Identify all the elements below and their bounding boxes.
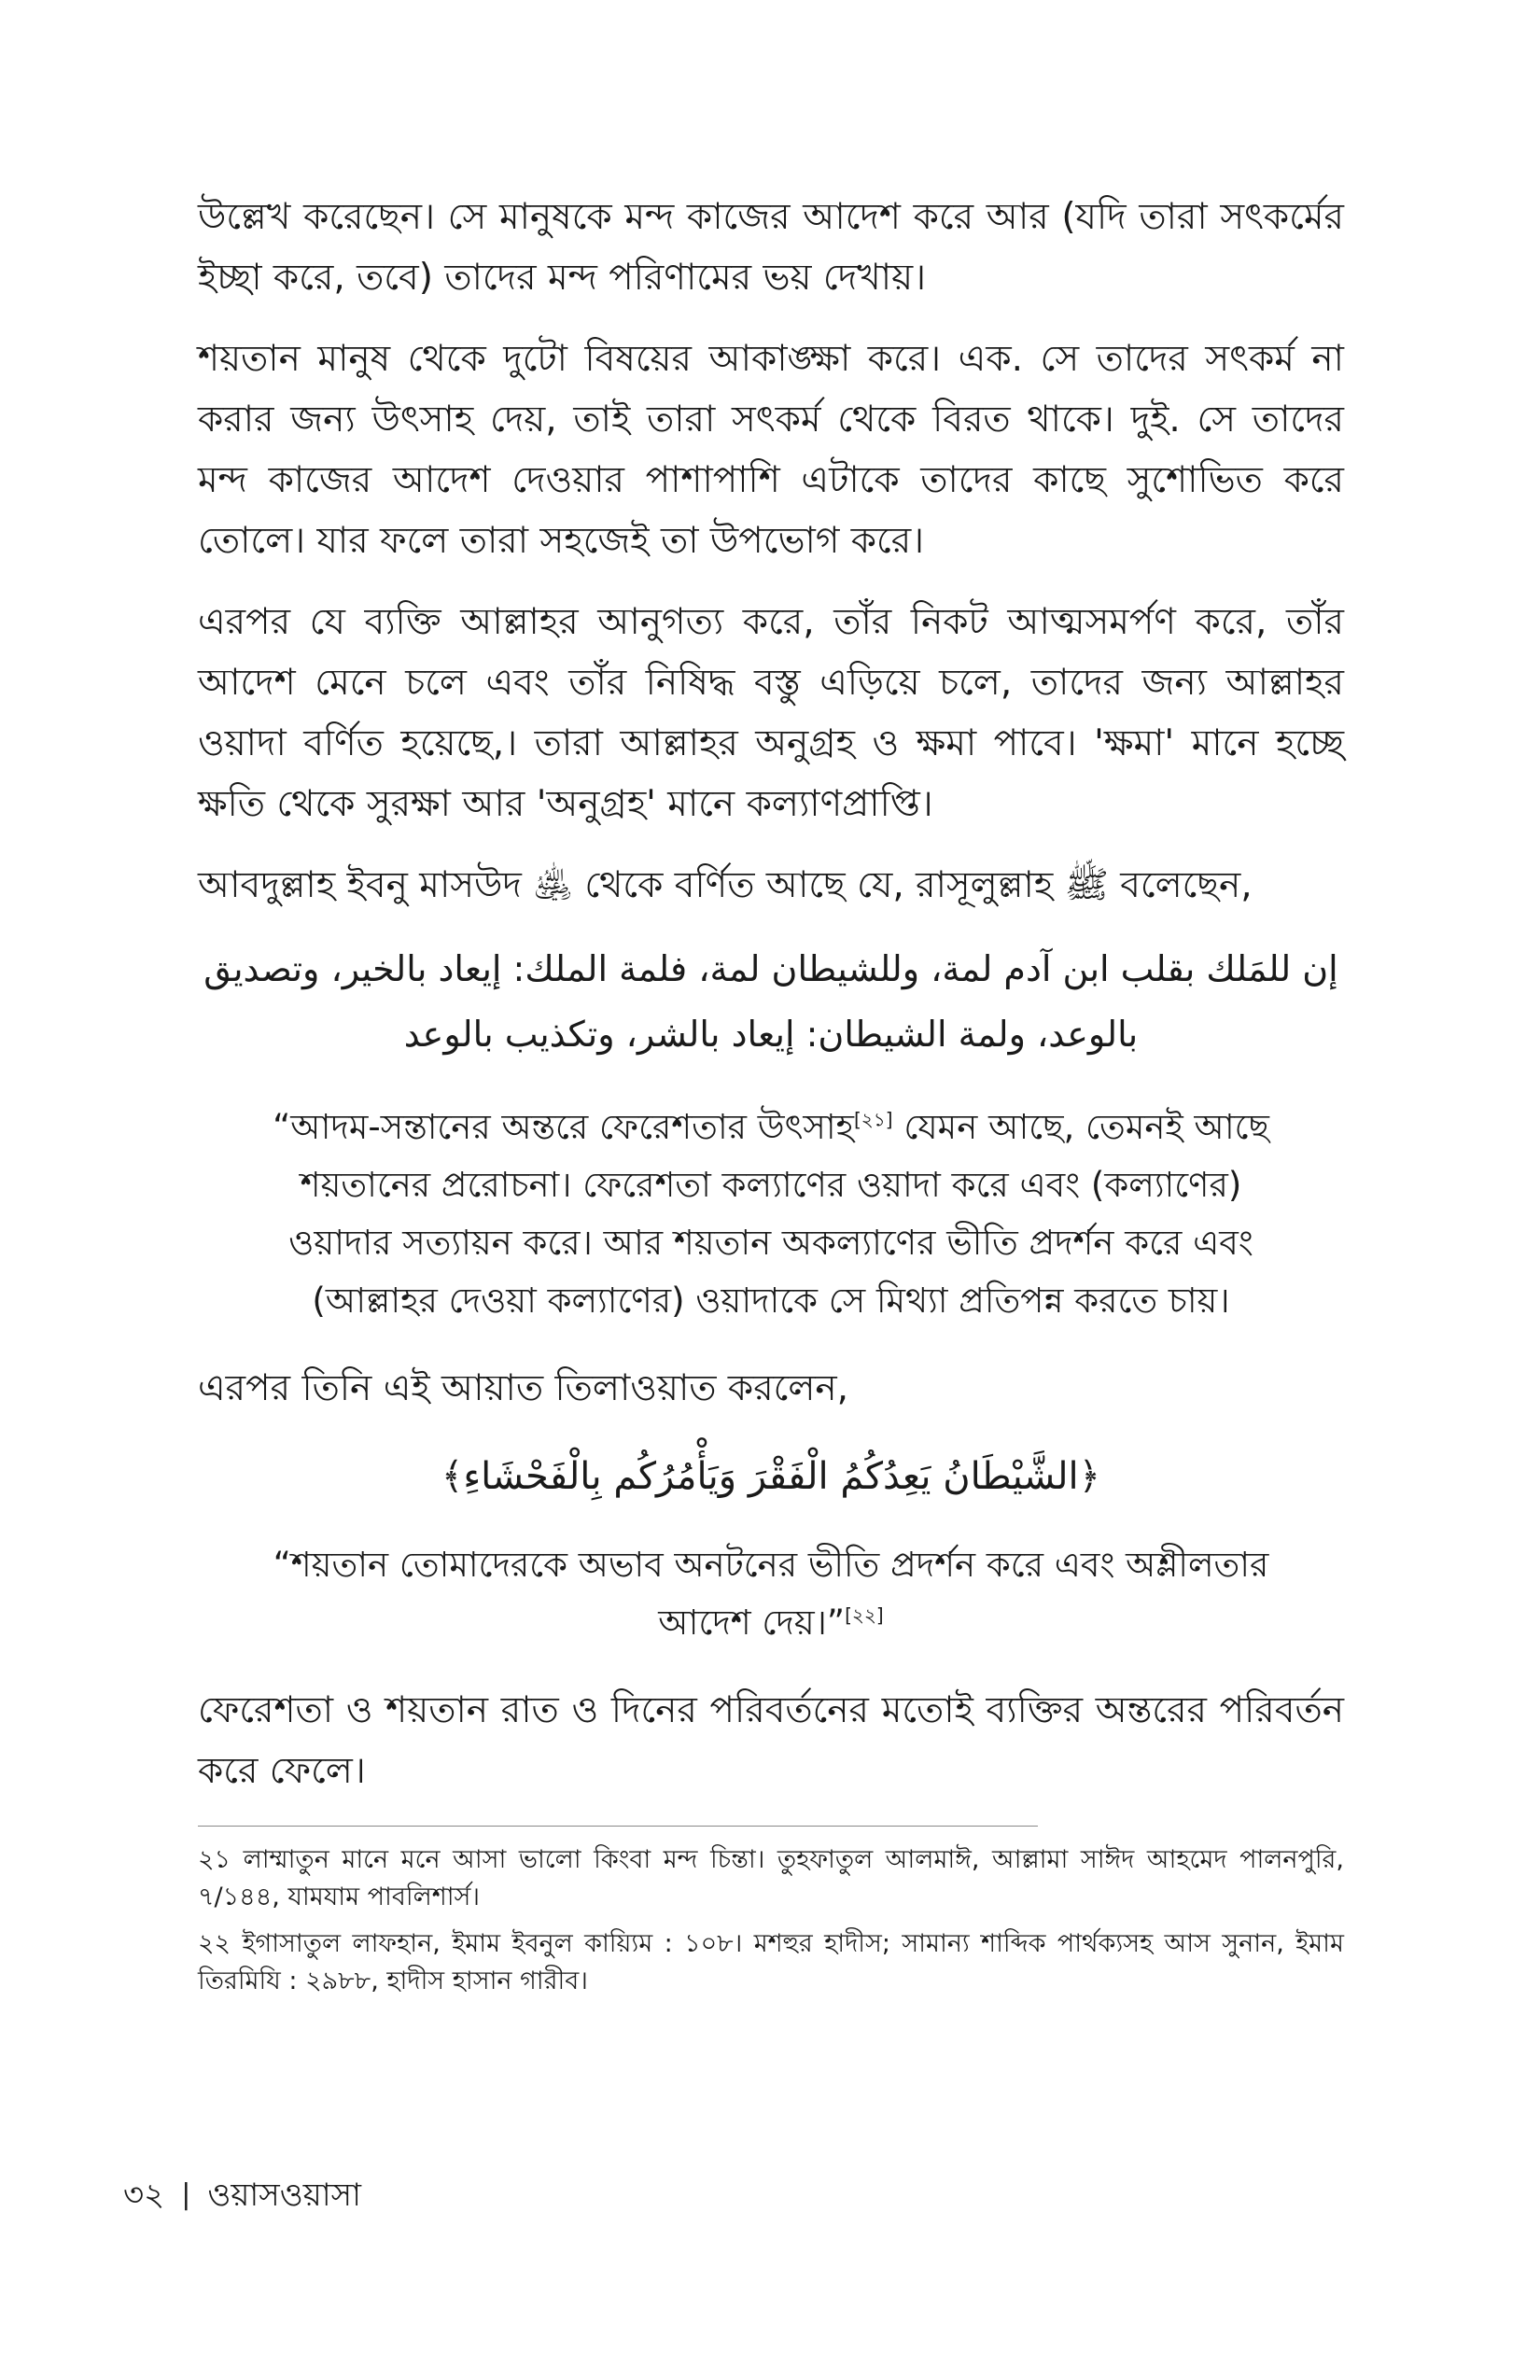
- quote-1-after: যেমন আছে, তেমনই আছে শয়তানের প্ররোচনা। ফেরেশতা কল্যাণের ওয়াদা করে এবং (কল্যাণের) ওয়াদার সত্যায়ন করে। আর শয়তান অকল্যাণের ভীতি প্রদর্শন করে এবং (আল্লাহর দেওয়া কল্যাণের) ওয়াদাকে সে মিথ্যা প্রতিপন্ন করতে চায়।: [288, 1107, 1269, 1321]
- paragraph-3: এরপর যে ব্যক্তি আল্লাহর আনুগত্য করে, তাঁর নিকট আত্মসমর্পণ করে, তাঁর আদেশ মেনে চলে এবং তাঁর নিষিদ্ধ বস্তু এড়িয়ে চলে, তাদের জন্য আল্লাহর ওয়াদা বর্ণিত হয়েছে,। তারা আল্লাহর অনুগ্রহ ও ক্ষমা পাবে। 'ক্ষমা' মানে হচ্ছে ক্ষতি থেকে সুরক্ষা আর 'অনুগ্রহ' মানে কল্যাণপ্রাপ্তি।: [198, 601, 1344, 825]
- ayah-translation-quote: [249, 1536, 1293, 1652]
- quote-1-before: “আদম-সন্তানের অন্তরে ফেরেশতার উৎসাহ: [273, 1107, 854, 1147]
- footnote-ref-22[interactable]: [২২]: [845, 1603, 884, 1627]
- page-footer: [123, 2175, 361, 2216]
- paragraph-6: ফেরেশতা ও শয়তান রাত ও দিনের পরিবর্তনের মতোই ব্যক্তির অন্তরের পরিবর্তন করে ফেলে।: [198, 1689, 1344, 1792]
- footnote-21: ২১ লাম্মাতুন মানে মনে আসা ভালো কিংবা মন্দ চিন্তা। তুহফাতুল আলমাঈ, আল্লামা সাঈদ আহমেদ পালনপুরি, ৭/১৪৪, যামযাম পাবলিশার্স।: [198, 1845, 1344, 1911]
- quran-ayah-arabic: ﴿الشَّيْطَانُ يَعِدُكُمُ الْفَقْرَ وَيَأْمُرُكُم بِالْفَحْشَاءِ﴾: [441, 1455, 1101, 1498]
- paragraph-2: শয়তান মানুষ থেকে দুটো বিষয়ের আকাঙ্ক্ষা করে। এক. সে তাদের সৎকর্ম না করার জন্য উৎসাহ দেয়, তাই তারা সৎকর্ম থেকে বিরত থাকে। দুই. সে তাদের মন্দ কাজের আদেশ দেওয়ার পাশাপাশি এটাকে তাদের কাছে সুশোভিত করে তোলে। যার ফলে তারা সহজেই তা উপভোগ করে।: [198, 338, 1344, 562]
- hadith-arabic-text: إن للمَلك بقلب ابن آدم لمة، وللشيطان لمة، فلمة الملك: إيعاد بالخير، وتصديق بالوعد، ولمة الشيطان: إيعاد بالشر، وتكذيب بالوعد: [203, 948, 1338, 1055]
- paragraph-4: আবদুল্লাহ ইবনু মাসউদ ﵁ থেকে বর্ণিত আছে যে, রাসূলুল্লাহ ﷺ বলেছেন,: [198, 864, 1253, 906]
- page-number: ৩২: [123, 2177, 165, 2214]
- hadith-translation-quote: [249, 1099, 1293, 1330]
- book-title: ওয়াসওয়াসা: [207, 2177, 361, 2214]
- paragraph-5: এরপর তিনি এই আয়াত তিলাওয়াত করলেন,: [198, 1367, 849, 1409]
- page-body: [198, 187, 1344, 2009]
- paragraph-1: উল্লেখ করেছেন। সে মানুষকে মন্দ কাজের আদেশ করে আর (যদি তারা সৎকর্মের ইচ্ছা করে, তবে) তাদের মন্দ পরিণামের ভয় দেখায়।: [198, 196, 1344, 299]
- quote-2-text: “শয়তান তোমাদেরকে অভাব অনটনের ভীতি প্রদর্শন করে এবং অশ্লীলতার আদেশ দেয়।”: [273, 1545, 1269, 1643]
- footnote-22: ২২ ইগাসাতুল লাফহান, ইমাম ইবনুল কায়্যিম : ১০৮। মশহুর হাদীস; সামান্য শাব্দিক পার্থক্যসহ আস সুনান, ইমাম তিরমিযি : ২৯৮৮, হাদীস হাসান গারীব।: [198, 1929, 1344, 1995]
- footer-separator: |: [181, 2178, 191, 2211]
- footnote-ref-21[interactable]: [২১]: [854, 1108, 893, 1131]
- footnote-divider: [198, 1826, 1038, 1827]
